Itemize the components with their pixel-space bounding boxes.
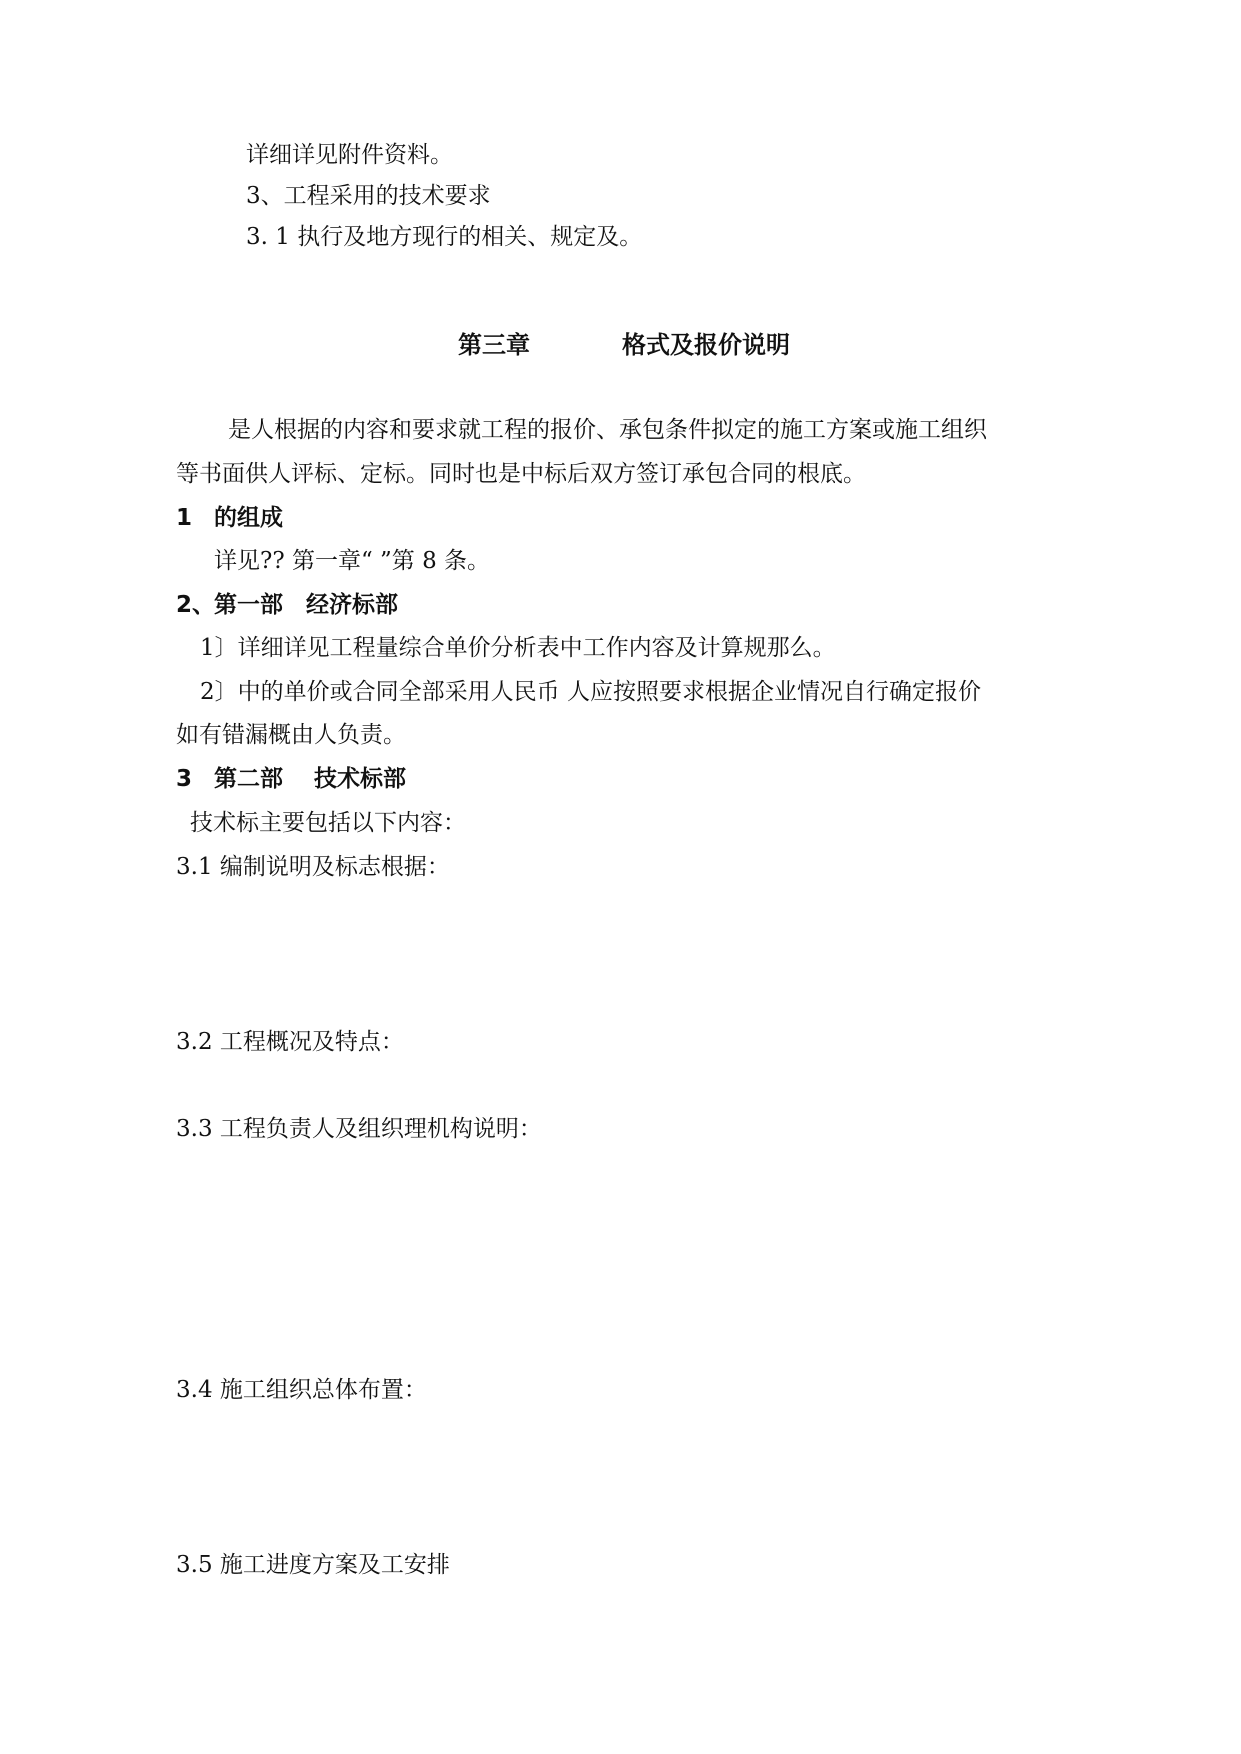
subsection-heading: 3.5 施工进度方案及工安排 bbox=[176, 1552, 450, 1578]
subsection-heading: 3.3 工程负责人及组织理机构说明： bbox=[176, 1116, 542, 1142]
paragraph-line: 是人根据的内容和要求就工程的报价、承包条件拟定的施工方案或施工组织 bbox=[228, 417, 987, 443]
subsection-heading: 3.1 编制说明及标志根据： bbox=[176, 854, 450, 880]
intro-line: 详细详见附件资料。 bbox=[246, 142, 453, 168]
section-number: 1 bbox=[176, 505, 193, 531]
intro-line: 3. 1 执行及地方现行的相关、规定及。 bbox=[246, 224, 643, 250]
section-title: 第二部 技术标部 bbox=[214, 766, 407, 792]
subsection-heading: 3.2 工程概况及特点： bbox=[176, 1029, 404, 1055]
list-item: 2〕中的单价或合同全部采用人民币 人应按照要求根据企业情况自行确定报价 bbox=[200, 679, 981, 705]
paragraph-line: 等书面供人评标、定标。同时也是中标后双方签订承包合同的根底。 bbox=[176, 461, 866, 487]
section-detail: 详见?? 第一章“ ”第 8 条。 bbox=[214, 548, 491, 574]
chapter-number: 第三章 bbox=[458, 331, 530, 359]
list-item: 1〕详细详见工程量综合单价分析表中工作内容及计算规那么。 bbox=[200, 635, 836, 661]
subsection-heading: 3.4 施工组织总体布置： bbox=[176, 1377, 427, 1403]
list-item-continuation: 如有错漏概由人负责。 bbox=[176, 722, 406, 748]
section-title: 第一部 经济标部 bbox=[214, 592, 398, 618]
section-number: 3 bbox=[176, 766, 193, 792]
section-intro: 技术标主要包括以下内容： bbox=[190, 810, 466, 836]
intro-line: 3、工程采用的技术要求 bbox=[246, 183, 491, 209]
section-title: 的组成 bbox=[214, 505, 283, 531]
chapter-title: 格式及报价说明 bbox=[622, 331, 790, 359]
section-number: 2、 bbox=[176, 592, 216, 618]
